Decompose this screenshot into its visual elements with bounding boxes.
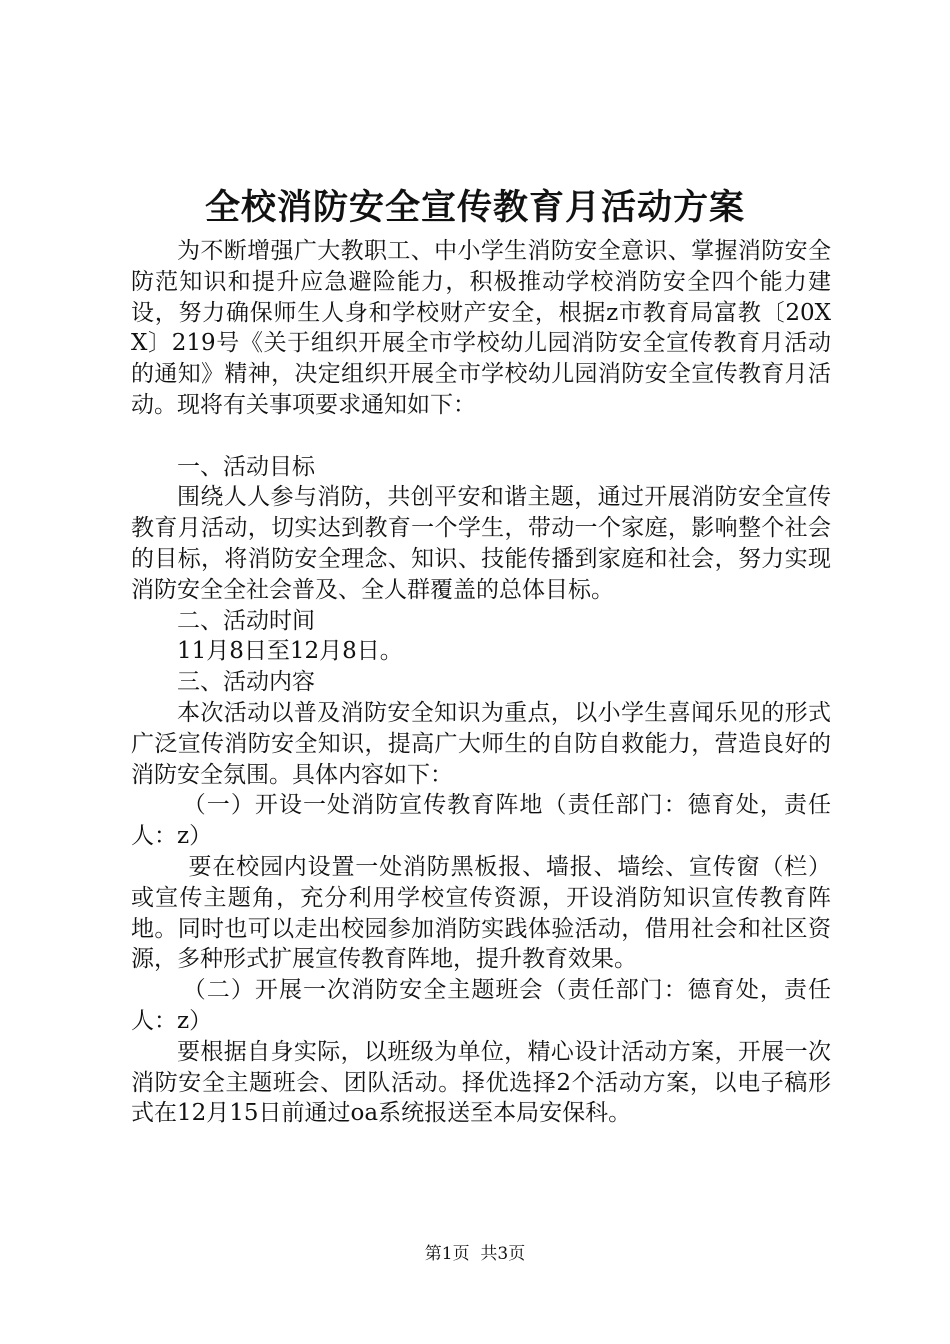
section-heading-content: 三、活动内容: [177, 669, 315, 696]
page-footer: 第1页 共3页: [424, 1244, 526, 1264]
section-heading-goal: 一、活动目标: [177, 453, 315, 480]
item-text-2: 要根据自身实际，以班级为单位，精心设计活动方案，开展一次消防安全主题班会、团队活动。择优选择2个活动方案，以电子稿形式在12月15日前通过oa系统报送至本局安保科。: [131, 1038, 831, 1127]
section-text-time: 11月8日至12月8日。: [177, 638, 403, 665]
item-heading-2: （二）开展一次消防安全主题班会（责任部门：德育处，责任人：z）: [131, 977, 831, 1034]
document-title: 全校消防安全宣传教育月活动方案: [204, 187, 745, 228]
item-heading-1: （一）开设一处消防宣传教育阵地（责任部门：德育处，责任人：z）: [131, 792, 831, 850]
document-body: [131, 236, 831, 1129]
intro-paragraph: 为不断增强广大教职工、中小学生消防安全意识、掌握消防安全防范知识和提升应急避险能力，积极推动学校消防安全四个能力建设，努力确保师生人身和学校财产安全，根据z市教育局富教〔20XX〕219号《关于组织开展全市学校幼儿园消防安全宣传教育月活动的通知》精神，决定组织开展全市学校幼儿园消防安全宣传教育月活动。现将有关事项要求通知如下：: [131, 238, 831, 418]
section-text-content: 本次活动以普及消防安全知识为重点，以小学生喜闻乐见的形式广泛宣传消防安全知识，提高广大师生的自防自救能力，营造良好的消防安全氛围。具体内容如下：: [131, 699, 831, 788]
paragraph-gap: [131, 421, 831, 452]
section-text-goal: 围绕人人参与消防，共创平安和谐主题，通过开展消防安全宣传教育月活动，切实达到教育一个学生，带动一个家庭，影响整个社会的目标，将消防安全理念、知识、技能传播到家庭和社会，努力实现消防安全全社会普及、全人群覆盖的总体目标。: [131, 484, 831, 603]
item-text-1: 要在校园内设置一处消防黑板报、墙报、墙绘、宣传窗（栏）或宣传主题角，充分利用学校宣传资源，开设消防知识宣传教育阵地。同时也可以走出校园参加消防实践体验活动，借用社会和社区资源，多种形式扩展宣传教育阵地，提升教育效果。: [131, 853, 831, 973]
section-heading-time: 二、活动时间: [177, 607, 315, 634]
